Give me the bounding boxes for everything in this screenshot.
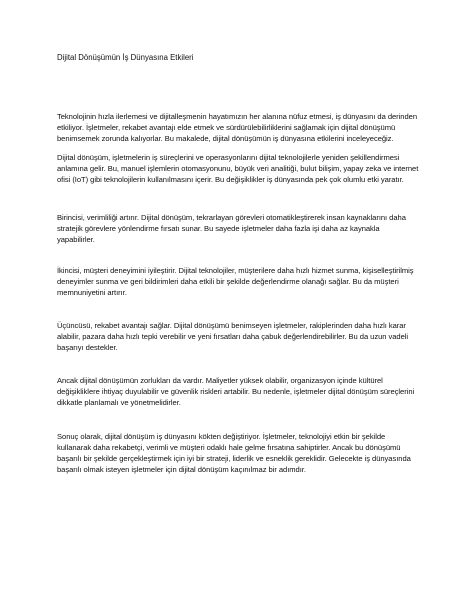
- paragraph-customer-experience: İkincisi, müşteri deneyimini iyileştirir. Dijital teknolojiler, müşterilere daha hızlı hizmet sunma, kişiselleştirilmiş deneyimler sunma ve geri bildirimleri daha etkili bir şekilde değerlendirme olanağı sağlar. Bu da müşteri memnuniyetini artırır.: [57, 266, 414, 297]
- document-title: Dijital Dönüşümün İş Dünyasına Etkileri: [57, 53, 194, 62]
- paragraph-efficiency: Birincisi, verimliliği artırır. Dijital dönüşüm, tekrarlayan görevleri otomatikleştirerek insan kaynaklarını daha stratejik görevlere yönlendirme fırsatı sunar. Bu sayede işletmeler daha fazla işi daha az kaynakla yapabilirler.: [57, 213, 406, 244]
- paragraph-challenges: Ancak dijital dönüşümün zorlukları da vardır. Maliyetler yüksek olabilir, organizasyon içinde kültürel değişikliklere ihtiyaç duyulabilir ve güvenlik riskleri artabilir. Bu nedenle, işletmeler dijital dönüşüm süreçlerini dikkatle planlamalı ve yönetmelidirler.: [57, 376, 415, 407]
- paragraph-introduction: Teknolojinin hızla ilerlemesi ve dijitalleşmenin hayatımızın her alanına nüfuz etmesi, iş dünyasını da derinden etkiliyor. İşletmeler, rekabet avantajı elde etmek ve sürdürülebilirliklerini sağlamak için dijital dönüşümü benimsemek zorunda kalıyorlar. Bu makalede, dijital dönüşümün iş dünyasına etkilerini inceleyeceğiz.: [57, 112, 417, 143]
- paragraph-definition: Dijital dönüşüm, işletmelerin iş süreçlerini ve operasyonlarını dijital teknolojilerle yeniden şekillendirmesi anlamına gelir. Bu, manuel işlemlerin otomasyonunu, büyük veri analitiği, bulut bilişim, yapay zeka ve internet ofisi (IoT) gibi teknolojilerin kullanılmasını içerir. Bu değişiklikler iş dünyasında pek çok olumlu etki yaratır.: [57, 153, 419, 184]
- paragraph-competitive-advantage: Üçüncüsü, rekabet avantajı sağlar. Dijital dönüşümü benimseyen işletmeler, rakiplerinden daha hızlı karar alabilir, pazara daha hızlı tepki verebilir ve yeni fırsatları daha çabuk değerlendirebilirler. Bu da uzun vadeli başarıyı destekler.: [57, 321, 409, 352]
- paragraph-conclusion: Sonuç olarak, dijital dönüşüm iş dünyasını kökten değiştiriyor. İşletmeler, teknolojiyi etkin bir şekilde kullanarak daha rekabetçi, verimli ve müşteri odaklı hale gelme fırsatına sahiptirler. Ancak bu dönüşümü başarılı bir şekilde gerçekleştirmek için iyi bir strateji, liderlik ve esneklik gereklidir. Gelecekte iş dünyasında başarılı olmak isteyen işletmeler için dijital dönüşüm kaçınılmaz bir adımdır.: [57, 432, 411, 474]
